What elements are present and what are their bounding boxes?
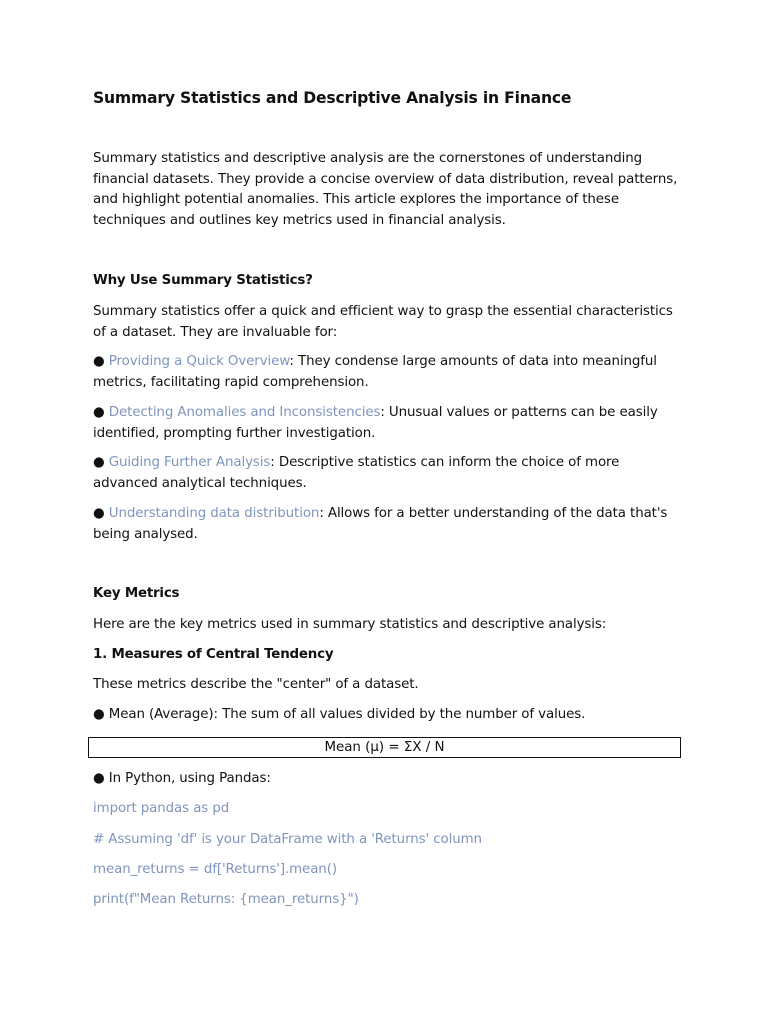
bullet-icon: ● <box>93 771 105 786</box>
section-heading-why: Why Use Summary Statistics? <box>93 273 313 288</box>
section-heading-key-metrics: Key Metrics <box>93 586 180 601</box>
mean-bullet-text: Mean (Average): The sum of all values divided by the number of values. <box>108 707 586 722</box>
bullet-icon: ● <box>93 707 105 722</box>
document-title: Summary Statistics and Descriptive Analysis in Finance <box>93 89 572 107</box>
bullet-icon: ● <box>93 506 105 521</box>
code-line: mean_returns = df['Returns'].mean() <box>93 862 337 877</box>
list-item <box>93 504 683 545</box>
key-metrics-lead: Here are the key metrics used in summary statistics and descriptive analysis: <box>93 617 607 632</box>
code-line: print(f"Mean Returns: {mean_returns}") <box>93 892 359 907</box>
list-item <box>93 705 683 726</box>
code-comment-line: # Assuming 'df' is your DataFrame with a 'Returns' column <box>93 832 482 847</box>
list-item <box>93 403 683 444</box>
subheading-central-tendency: 1. Measures of Central Tendency <box>93 647 334 662</box>
list-item-text: : Allows for a better understanding of the data that's being analysed. <box>93 506 668 542</box>
why-lead-paragraph: Summary statistics offer a quick and efficient way to grasp the essential characteristics of a dataset. They are invaluable for: <box>93 304 673 340</box>
list-item-term: Providing a Quick Overview <box>108 354 290 369</box>
list-item-term: Guiding Further Analysis <box>108 455 271 470</box>
list-item-term: Detecting Anomalies and Inconsistencies <box>108 405 381 420</box>
code-line: import pandas as pd <box>93 801 230 816</box>
list-item-term: Understanding data distribution <box>108 506 320 521</box>
bullet-icon: ● <box>93 354 105 369</box>
python-bullet-text: In Python, using Pandas: <box>108 771 271 786</box>
list-item <box>93 453 683 494</box>
list-item-text: : Unusual values or patterns can be easily identified, prompting further investigation. <box>93 405 658 441</box>
list-item-text: : Descriptive statistics can inform the choice of more advanced analytical techniques. <box>93 455 620 491</box>
bullet-icon: ● <box>93 455 105 470</box>
list-item-text: : They condense large amounts of data into meaningful metrics, facilitating rapid comprehension. <box>93 354 657 390</box>
intro-paragraph: Summary statistics and descriptive analysis are the cornerstones of understanding financial datasets. They provide a concise overview of data distribution, reveal patterns, and highlight potential anomalies. This article explores the importance of these techniques and outlines key metrics used in financial analysis. <box>93 151 678 228</box>
list-item <box>93 769 683 790</box>
mean-formula-box: Mean (μ) = ΣX / N <box>88 737 681 758</box>
list-item <box>93 352 683 393</box>
bullet-icon: ● <box>93 405 105 420</box>
central-tendency-lead: These metrics describe the "center" of a dataset. <box>93 677 419 692</box>
